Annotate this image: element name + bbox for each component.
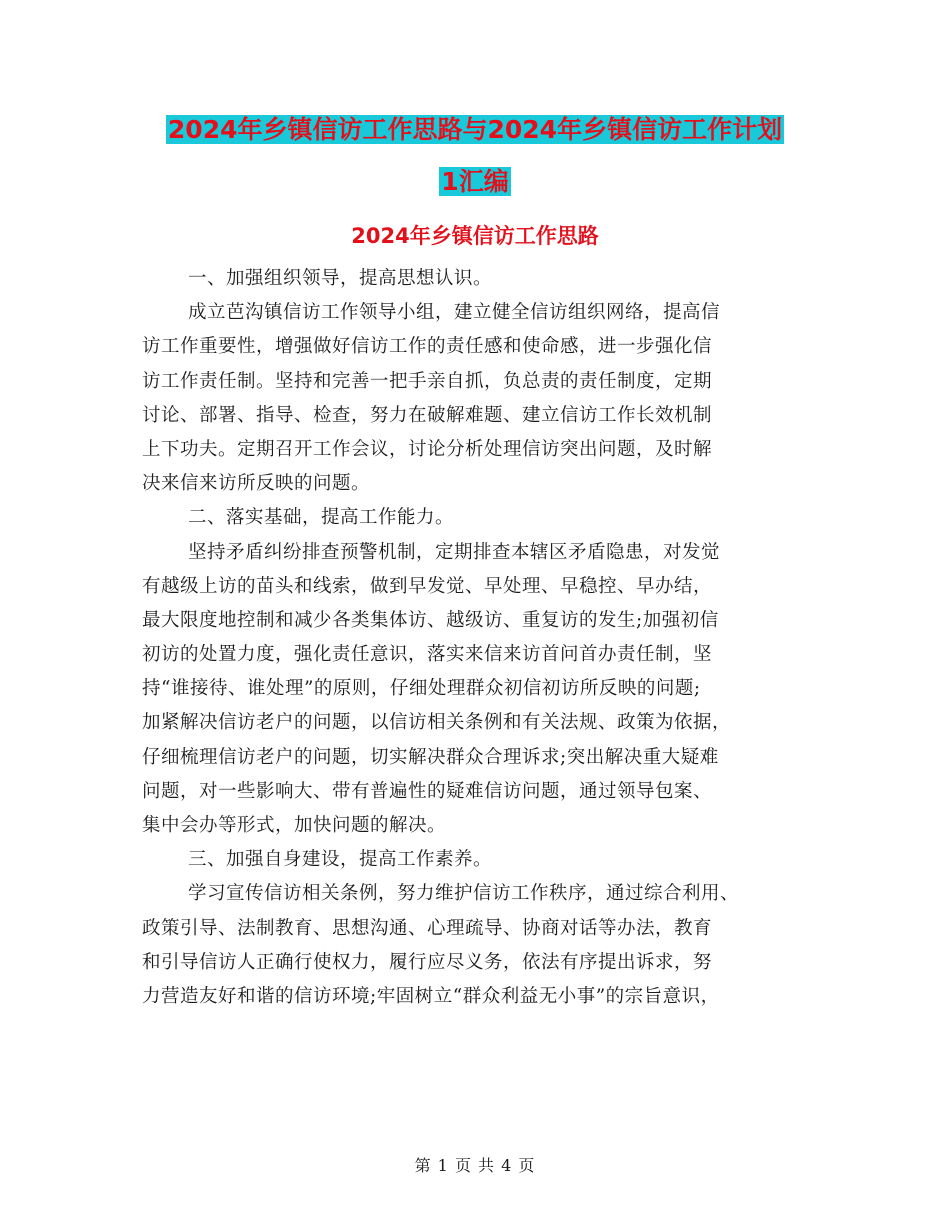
- document-title-line-2: 1汇编: [441, 167, 509, 196]
- paragraph-line: 集中会办等形式，加快问题的解决。: [142, 815, 447, 836]
- paragraph-line: 决来信来访所反映的问题。: [142, 473, 371, 495]
- paragraph-line: 力营造友好和谐的信访环境;牢固树立“群众利益无小事”的宗旨意识，: [142, 985, 720, 1007]
- document-body: [142, 262, 810, 1014]
- document-title: [0, 104, 950, 208]
- paragraph-line: 访工作责任制。坚持和完善一把手亲自抓，负总责的责任制度，定期: [142, 370, 713, 392]
- paragraph-line: 初访的处置力度，强化责任意识，落实来信来访首问首办责任制，坚: [142, 644, 713, 666]
- section-title: 2024年乡镇信访工作思路: [351, 224, 599, 248]
- paragraph-line: 问题，对一些影响大、带有普遍性的疑难信访问题，通过领导包案、: [142, 780, 713, 802]
- paragraph-line: 持“谁接待、谁处理”的原则，仔细处理群众初信初访所反映的问题;: [142, 678, 701, 700]
- paragraph-start-line: 坚持矛盾纠纷排查预警机制，定期排查本辖区矛盾隐患，对发觉: [188, 541, 721, 563]
- paragraph-start-line: 三、加强自身建设，提高工作素养。: [188, 849, 493, 871]
- paragraph-line: 仔细梳理信访老户的问题，切实解决群众合理诉求;突出解决重大疑难: [142, 746, 719, 768]
- paragraph-line: 加紧解决信访老户的问题，以信访相关条例和有关法规、政策为依据，: [142, 712, 732, 734]
- page-footer: 第 1 页 共 4 页: [414, 1156, 536, 1175]
- paragraph-line: 访工作重要性，增强做好信访工作的责任感和使命感，进一步强化信: [142, 336, 713, 358]
- paragraph-line: 上下功夫。定期召开工作会议，讨论分析处理信访突出问题，及时解: [142, 438, 713, 460]
- document-title-line-1: 2024年乡镇信访工作思路与2024年乡镇信访工作计划: [167, 115, 783, 144]
- paragraph-line: 最大限度地控制和减少各类集体访、越级访、重复访的发生;加强初信: [142, 609, 719, 631]
- paragraph-line: 和引导信访人正确行使权力，履行应尽义务，依法有序提出诉求，努: [142, 951, 713, 973]
- paragraph-start-line: 学习宣传信访相关条例，努力维护信访工作秩序，通过综合利用、: [188, 883, 740, 905]
- paragraph-start-line: 二、落实基础，提高工作能力。: [188, 507, 455, 529]
- paragraph-line: 有越级上访的苗头和线索，做到早发觉、早处理、早稳控、早办结，: [142, 575, 713, 597]
- paragraph-line: 讨论、部署、指导、检查，努力在破解难题、建立信访工作长效机制: [142, 404, 713, 426]
- paragraph-start-line: 成立芭沟镇信访工作领导小组，建立健全信访组织网络，提高信: [188, 302, 721, 324]
- paragraph-line: 政策引导、法制教育、思想沟通、心理疏导、协商对话等办法，教育: [142, 917, 713, 939]
- paragraph-start-line: 一、加强组织领导，提高思想认识。: [188, 268, 493, 289]
